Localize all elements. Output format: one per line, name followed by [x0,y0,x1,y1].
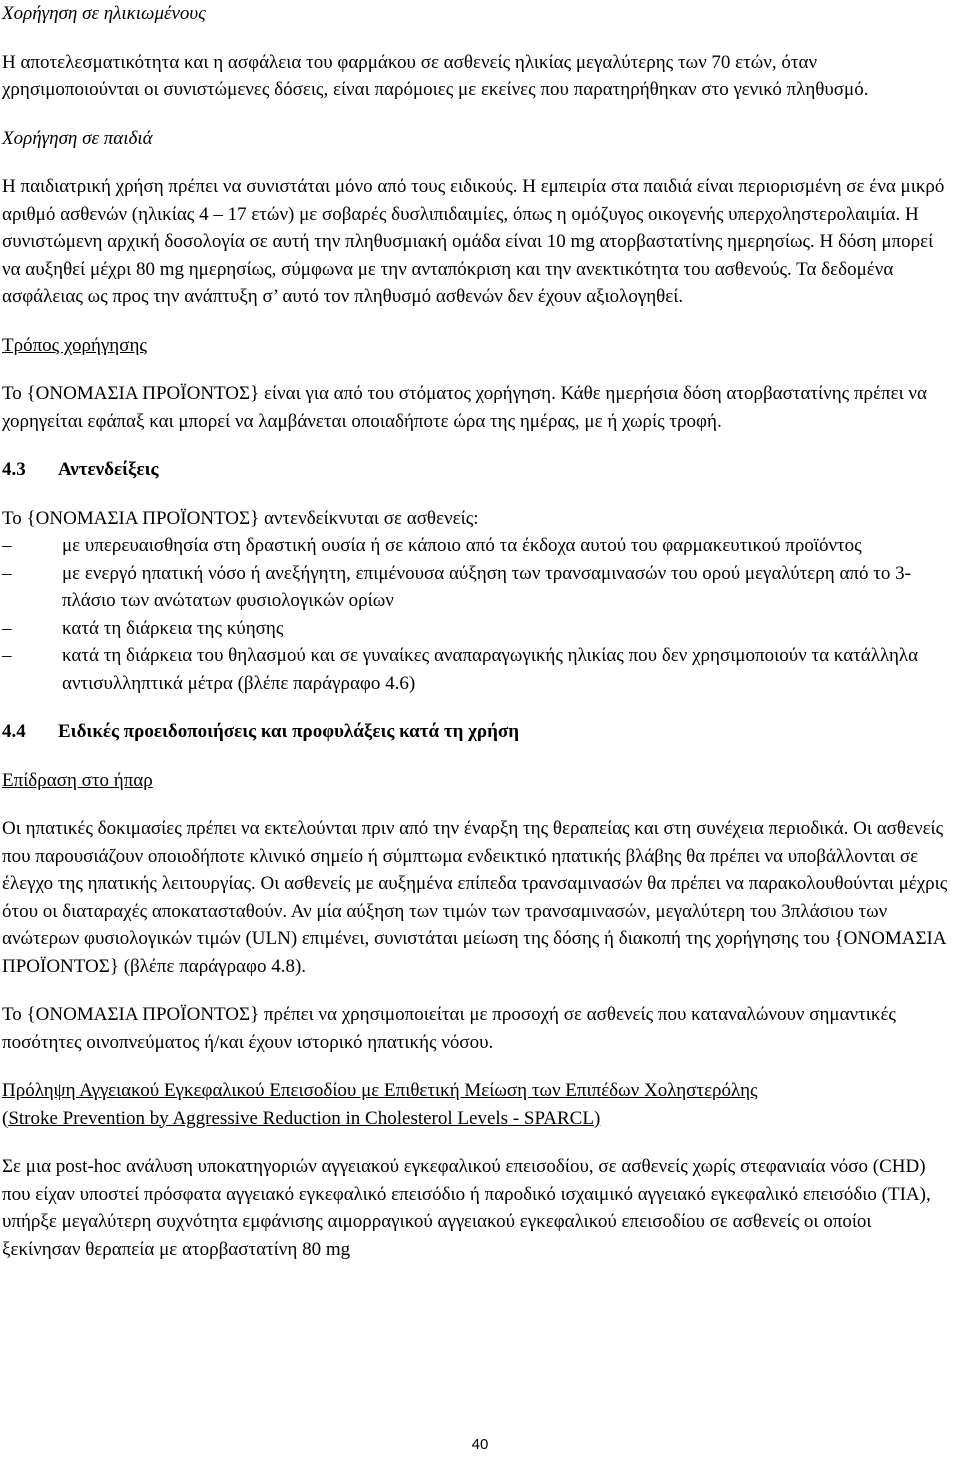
paragraph-sparcl: Σε μια post-hoc ανάλυση υποκατηγοριών αγγειακού εγκεφαλικού επεισοδίου, σε ασθενείς χωρίς στεφανιαία νόσο (CHD) που είχαν υποστεί πρόσφατα αγγειακό εγκεφαλικό επεισόδιο ή παροδικό ισχαιμικό αγγειακό εγκεφαλικό επεισόδιο (TIA), υπήρξε μεγαλύτερη συχνότητα εμφάνισης αιμορραγικού αγγειακού εγκεφαλικού επεισοδίου σε ασθενείς οι οποίοι ξεκίνησαν θεραπεία με ατορβαστατίνη 80 mg [2,1156,931,1260]
spacer [2,1056,954,1077]
list-item-text: με ενεργό ηπατική νόσο ή ανεξήγητη, επιμένουσα αύξηση των τρανσαμινασών του ορού μεγαλύτερη από το 3-πλάσιο των ανώτατων φυσιολογικών ορίων [62,562,911,611]
spacer [2,1132,954,1153]
list-item [2,532,954,560]
list-item-text: κατά τη διάρκεια του θηλασμού και σε γυναίκες αναπαραγωγικής ηλικίας που δεν χρησιμοποιούν τα κατάλληλα αντισυλληπτικά μέτρα (βλέπε παράγραφο 4.6) [62,645,919,694]
section-title: Αντενδείξεις [58,459,159,480]
spacer [2,794,954,815]
section-number: 4.4 [2,721,26,742]
list-item-text: με υπερευαισθησία στη δραστική ουσία ή σε κάποιο από τα έκδοχα αυτού του φαρμακευτικού προϊόντος [62,535,862,556]
list-item [2,560,954,615]
heading-children: Χορήγηση σε παιδιά [2,127,153,149]
spacer [2,484,954,505]
list-item [2,615,954,643]
dash-bullet: – [2,617,12,639]
paragraph-elderly: Η αποτελεσματικότητα και η ασφάλεια του φαρμάκου σε ασθενείς ηλικίας μεγαλύτερης των 70 ετών, όταν χρησιμοποιούνται οι συνιστώμενες δόσεις, είναι παρόμοιες με εκείνες που παρατηρήθηκαν στο γενικό πληθυσμό. [2,51,869,100]
heading-elderly: Χορήγηση σε ηλικιωμένους [2,3,206,24]
heading-sparcl-line1: Πρόληψη Αγγειακού Εγκεφαλικού Επεισοδίου με Επιθετική Μείωση των Επιπέδων Χοληστερόλης [2,1080,758,1101]
spacer [2,359,954,380]
spacer [2,104,954,125]
document-page [2,0,954,1263]
spacer [2,28,954,49]
spacer [2,697,954,718]
paragraph-children: Η παιδιατρική χρήση πρέπει να συνιστάται μόνο από τους ειδικούς. Η εμπειρία στα παιδιά είναι περιορισμένη σε ένα μικρό αριθμό ασθενών (ηλικίας 4 – 17 ετών) με σοβαρές δυσλιπιδαιμίες, όπως η ομόζυγος οικογενής υπερχοληστερολαιμία. Η συνιστώμενη αρχική δοσολογία σε αυτή την πληθυσμιακή ομάδα είναι 10 mg ατορβαστατίνης ημερησίως. Η δόση μπορεί να αυξηθεί μέχρι 80 mg ημερησίως, σύμφωνα με την ανταπόκριση και την ανεκτικότητα του ασθενούς. Τα δεδομένα ασφάλειας ως προς την ανάπτυξη σ’ αυτό τον πληθυσμό ασθενών δεν έχουν αξιολογηθεί. [2,176,945,307]
heading-administration: Τρόπος χορήγησης [2,334,147,356]
section-heading-4-3 [2,456,954,484]
paragraph-liver-2: Το {ΟΝΟΜΑΣΙΑ ΠΡΟΪΟΝΤΟΣ} πρέπει να χρησιμοποιείται με προσοχή σε ασθενείς που καταναλώνουν σημαντικές ποσότητες οινοπνεύματος ή/και έχουν ιστορικό ηπατικής νόσου. [2,1004,896,1053]
spacer [2,152,954,173]
heading-sparcl-line2: (Stroke Prevention by Aggressive Reduction in Cholesterol Levels - SPARCL) [2,1107,601,1129]
spacer [2,311,954,332]
heading-liver: Επίδραση στο ήπαρ [2,769,153,791]
dash-bullet: – [2,562,12,584]
dash-bullet: – [2,535,12,556]
contraindications-list [2,532,954,697]
spacer [2,435,954,456]
dash-bullet: – [2,645,12,666]
page-number: 40 [471,1436,489,1453]
contraindications-intro: Το {ΟΝΟΜΑΣΙΑ ΠΡΟΪΟΝΤΟΣ} αντενδείκνυται σε ασθενείς: [2,507,479,529]
section-number: 4.3 [2,459,26,480]
paragraph-administration: Το {ΟΝΟΜΑΣΙΑ ΠΡΟΪΟΝΤΟΣ} είναι για από του στόματος χορήγηση. Κάθε ημερήσια δόση ατορβαστατίνης πρέπει να χορηγείται εφάπαξ και μπορεί να λαμβάνεται οποιαδήποτε ώρα της ημέρας, με ή χωρίς τροφή. [2,383,927,432]
section-heading-4-4 [2,718,954,746]
spacer [2,746,954,767]
list-item-text: κατά τη διάρκεια της κύησης [62,617,284,639]
section-title: Ειδικές προειδοποιήσεις και προφυλάξεις κατά τη χρήση [58,721,519,742]
list-item [2,642,954,697]
paragraph-liver-1: Οι ηπατικές δοκιμασίες πρέπει να εκτελούνται πριν από την έναρξη της θεραπείας και στη συνέχεια περιοδικά. Οι ασθενείς που παρουσιάζουν οποιοδήποτε κλινικό σημείο ή σύμπτωμα ενδεικτικό ηπατικής βλάβης θα πρέπει να υποβάλλονται σε έλεγχο της ηπατικής λειτουργίας. Οι ασθενείς με αυξημένα επίπεδα τρανσαμινασών θα πρέπει να παρακολουθούνται μέχρις ότου οι διαταραχές αποκατασταθούν. Αν μία αύξηση των τιμών των τρανσαμινασών, μεγαλύτερη του 3πλάσιου των ανώτερων φυσιολογικών τιμών (ULN) επιμένει, συνιστάται μείωση της δόσης ή διακοπή της χορήγησης του {ΟΝΟΜΑΣΙΑ ΠΡΟΪΟΝΤΟΣ} (βλέπε παράγραφο 4.8). [2,818,948,977]
spacer [2,980,954,1001]
